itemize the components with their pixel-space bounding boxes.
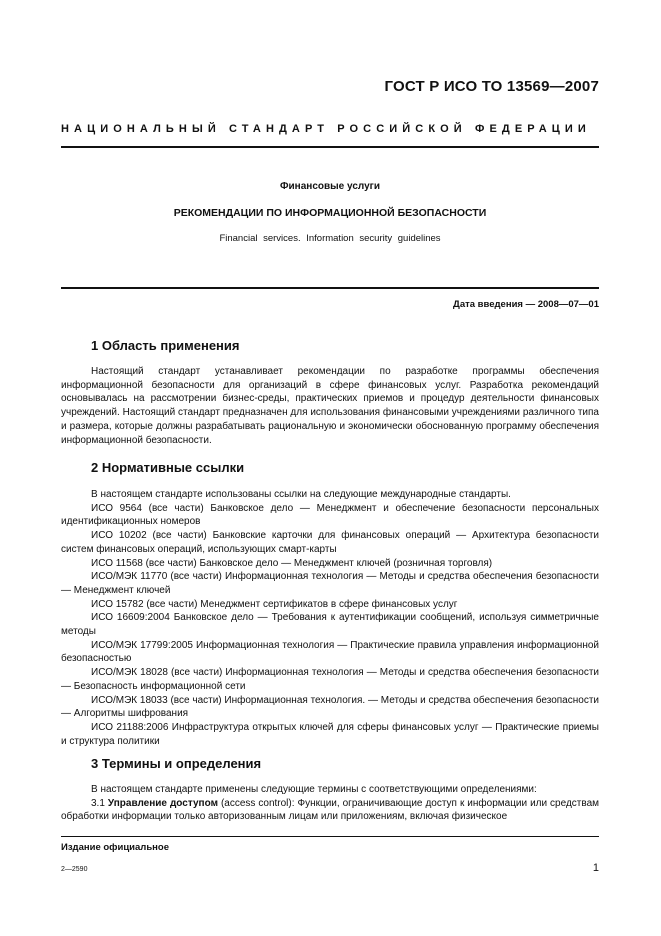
section-1-heading: 1 Область применения <box>91 338 240 353</box>
reference-item: ИСО 11568 (все части) Банковское дело — Менеджмент ключей (розничная торговля) <box>91 557 493 569</box>
section-2-heading: 2 Нормативные ссылки <box>91 460 245 475</box>
edition-label: Издание официальное <box>61 842 169 853</box>
reference-item: ИСО 16609:2004 Банковское дело — Требования к аутентификации сообщений, используя симметричные методы <box>61 612 599 638</box>
page-number: 1 <box>592 862 599 874</box>
reference-item: ИСО/МЭК 18033 (все части) Информационная технология. — Методы и средства обеспечения безопасности — Алгоритмы шифрования <box>61 694 599 720</box>
term-number: 3.1 <box>91 797 105 809</box>
section-3-body <box>61 783 599 824</box>
reference-item: ИСО/МЭК 18028 (все части) Информационная технология — Методы и средства обеспечения безопасности — Безопасность информационной сети <box>61 667 599 692</box>
header-rule <box>61 146 599 148</box>
reference-item: ИСО 15782 (все части) Менеджмент сертификатов в сфере финансовых услуг <box>91 598 458 610</box>
footer-rule <box>61 836 599 837</box>
print-code: 2—2590 <box>61 866 88 873</box>
english-title: Financial services. Information security guidelines <box>219 233 441 244</box>
term-definition <box>61 797 599 824</box>
document-number: ГОСТ Р ИСО ТО 13569—2007 <box>384 78 599 95</box>
section-2-body <box>61 488 599 748</box>
introduction-date: Дата введения — 2008—07—01 <box>453 299 599 310</box>
paragraph: В настоящем стандарте применены следующие термины с соответствующими определениями: <box>91 784 537 795</box>
term-text: (access control): Функции, ограничивающие доступ к информации или средствам обработки информации только авторизованным лицам или приложениям, включая физическое <box>61 797 599 823</box>
paragraph: В настоящем стандарте использованы ссылки на следующие международные стандарты. <box>91 489 511 500</box>
section-3-heading: 3 Термины и определения <box>91 756 262 771</box>
title-rule <box>61 287 599 289</box>
document-title: РЕКОМЕНДАЦИИ ПО ИНФОРМАЦИОННОЙ БЕЗОПАСНОСТИ <box>173 207 487 219</box>
document-subtitle: Финансовые услуги <box>280 181 380 192</box>
reference-item: ИСО/МЭК 11770 (все части) Информационная технология — Методы и средства обеспечения безопасности — Менеджмент ключей <box>61 571 599 596</box>
reference-item: ИСО 10202 (все части) Банковские карточки для финансовых операций — Архитектура безопасности систем финансовых операций, использующих смарт-карты <box>61 530 599 555</box>
term-name: Управление доступом <box>107 797 218 809</box>
reference-item: ИСО 21188:2006 Инфраструктура открытых ключей для сферы финансовых услуг — Практические приемы и структура политики <box>61 721 599 747</box>
reference-item: ИСО/МЭК 17799:2005 Информационная технология — Практические правила управления информационной безопасностью <box>61 639 599 665</box>
section-1-body <box>61 365 599 447</box>
national-standard-banner: НАЦИОНАЛЬНЫЙ СТАНДАРТ РОССИЙСКОЙ ФЕДЕРАЦИИ <box>61 123 591 135</box>
reference-item: ИСО 9564 (все части) Банковское дело — Менеджмент и обеспечение безопасности персональных идентификационных номеров <box>61 502 599 528</box>
paragraph: Настоящий стандарт устанавливает рекомендации по разработке программы обеспечения информационной безопасности для организаций в сфере финансовых услуг. Разработка рекомендаций основывалась на рассмотрении бизнес-среды, практических приемов и процедур деятельности финансовых учреждений. Настоящий стандарт предназначен для использования финансовыми учреждениями различного типа и размера, которые должны разрабатывать рациональную и экономически обоснованную программу обеспечения информационной безопасности. <box>61 366 599 446</box>
